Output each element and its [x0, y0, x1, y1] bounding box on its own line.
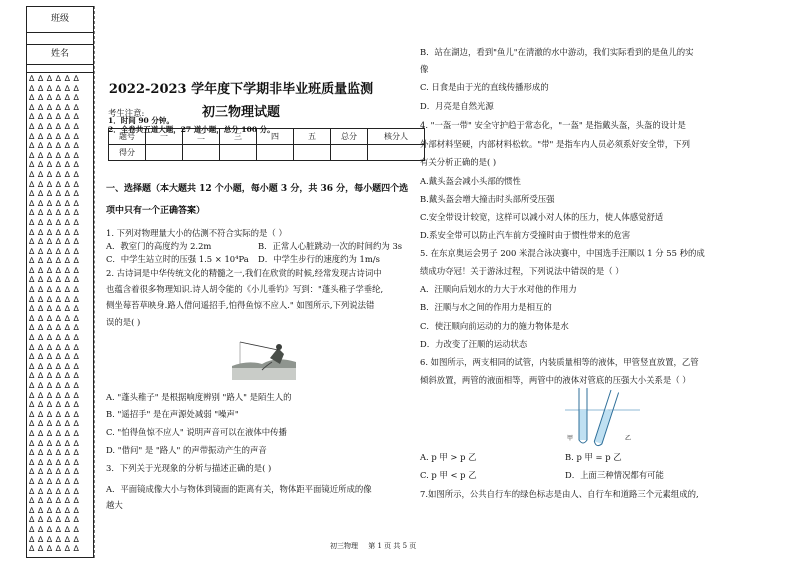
q6-option-d: D．上面三种情况都有可能: [565, 470, 664, 480]
score-cell[interactable]: [146, 145, 183, 161]
section1-title-cont: 项中只有一个正确答案）: [106, 206, 206, 216]
score-row-label: 得分: [109, 145, 146, 161]
notice-item-1: 1．时间 90 分钟。: [108, 116, 174, 125]
q5-option-c: C．使汪顺向前运动的力的施力物体是水: [420, 321, 569, 331]
q6-option-a: A. p 甲 > p 乙: [420, 452, 477, 462]
q4-stem-line3: 有关分析正确的是( ): [420, 157, 497, 167]
q4-option-d: D.系安全带可以防止汽车前方受撞时由于惯性带来的危害: [420, 230, 631, 240]
score-table-score-row: [109, 145, 425, 161]
notice-heading: 考生注意:: [108, 108, 145, 118]
binding-dashed-line: [94, 6, 95, 558]
name-label: 姓名: [27, 44, 93, 65]
score-header-cell: 四: [257, 129, 294, 145]
page-footer: [330, 541, 424, 551]
tube-label-yi: 乙: [625, 435, 632, 442]
q3-option-a-line1: A．平面镜成像大小与物体到镜面的距离有关，物体距平面镜近所成的像: [106, 484, 372, 494]
q2-stem-line2: 也蕴含着很多物理知识.诗人胡令能的《小儿垂钓》写到："蓬头稚子学垂纶,: [106, 284, 384, 294]
score-cell[interactable]: [368, 145, 425, 161]
q1-option-d: D．中学生步行的速度约为 1m/s: [258, 254, 380, 264]
q3-option-a-line2: 越大: [106, 500, 123, 510]
q5-option-a: A．汪顺向后划水的力大于水对他的作用力: [420, 284, 577, 294]
q1-option-b: B．正常人心脏跳动一次的时间约为 3s: [258, 241, 403, 251]
q7-stem: 7.如图所示，公共自行车的绿色标志是由人、自行车和道路三个元素组成的,: [420, 489, 699, 499]
name-field[interactable]: [27, 64, 93, 73]
q5-stem-line2: 绩成功夺冠！关于游泳过程，下列说法中错误的是（ ）: [420, 266, 624, 276]
binding-strip: [26, 6, 94, 558]
score-header-cell: 题号: [109, 129, 146, 145]
score-cell[interactable]: [257, 145, 294, 161]
seal-line-marks: ∆ ∆ ∆ ∆ ∆ ∆ ∆ ∆ ∆ ∆ ∆ ∆ ∆ ∆ ∆ ∆ ∆ ∆ ∆ ∆ ∆ ∆ ∆ ∆ ∆ ∆ ∆ ∆ ∆ ∆ ∆ ∆ ∆ ∆ ∆ ∆ ∆ ∆ ∆ ∆ ∆ ∆ ∆ ∆ ∆ ∆ ∆ ∆ ∆ ∆ ∆ ∆ ∆ ∆ ∆ ∆ ∆ ∆ ∆ ∆ ∆ ∆ ∆ ∆ ∆ ∆ ∆ ∆ ∆ ∆ ∆ ∆ ∆ ∆ ∆ ∆ ∆ ∆ ∆ ∆ ∆ ∆ ∆ ∆ ∆ ∆ ∆ ∆ ∆ ∆ ∆ ∆ ∆ ∆ ∆ ∆ ∆ ∆ ∆ ∆ ∆ ∆ ∆ ∆ ∆ ∆ ∆ ∆ ∆ ∆ ∆ ∆ ∆ ∆ ∆ ∆ ∆ ∆ ∆ ∆ ∆ ∆ ∆ ∆ ∆ ∆ ∆ ∆ ∆ ∆ ∆ ∆ ∆ ∆ ∆ ∆ ∆ ∆ ∆ ∆ ∆ ∆ ∆ ∆ ∆ ∆ ∆ ∆ ∆ ∆ ∆ ∆ ∆ ∆ ∆ ∆ ∆ ∆ ∆ ∆ ∆ ∆ ∆ ∆ ∆ ∆ ∆ ∆ ∆ ∆ ∆ ∆ ∆ ∆ ∆ ∆ ∆ ∆ ∆ ∆ ∆ ∆ ∆ ∆ ∆ ∆ ∆ ∆ ∆ ∆ ∆ ∆ ∆ ∆ ∆ ∆ ∆ ∆ ∆ ∆ ∆ ∆ ∆ ∆ ∆ ∆ ∆ ∆ ∆ ∆ ∆ ∆ ∆ ∆ ∆ ∆ ∆ ∆ ∆ ∆ ∆ ∆ ∆ ∆ ∆ ∆ ∆ ∆ ∆ ∆ ∆ ∆ ∆ ∆ ∆ ∆ ∆ ∆ ∆ ∆ ∆ ∆ ∆ ∆ ∆ ∆ ∆ ∆ ∆ ∆ ∆ ∆ ∆ ∆ ∆ ∆ ∆ ∆ ∆ ∆ ∆ ∆ ∆ ∆ ∆ ∆ ∆ ∆ ∆ ∆ ∆ ∆ ∆ ∆ ∆ ∆ ∆ ∆ ∆ ∆ ∆ ∆ ∆ ∆ ∆ ∆ ∆ ∆ ∆ ∆ ∆ ∆ ∆ ∆ ∆ ∆ ∆ ∆ ∆ ∆: [29, 74, 80, 554]
footer-subject: 初三物理: [330, 542, 358, 550]
q6-option-c: C. p 甲 < p 乙: [420, 470, 477, 480]
q3-option-b-line1: B．站在湖边，看到"鱼儿"在清澈的水中游动，我们实际看到的是鱼儿的实: [420, 47, 694, 57]
q1-stem: 1. 下列对物理量大小的估测不符合实际的是（ ）: [106, 228, 287, 238]
q5-option-d: D．力改变了汪顺的运动状态: [420, 339, 528, 349]
q4-option-c: C.安全带设计较宽，这样可以减小对人体的压力，使人体感觉舒适: [420, 212, 664, 222]
fishing-child-image: [232, 340, 296, 380]
q5-option-b: B．汪顺与水之间的作用力是相互的: [420, 302, 552, 312]
score-header-cell: 三: [220, 129, 257, 145]
q2-option-b: B. "遥招手" 是在声源处减弱 "噪声": [106, 409, 239, 419]
q6-stem-line1: 6. 如图所示，两支相同的试管，内装质量相等的液体，甲管竖直放置，乙管: [420, 357, 699, 367]
q1-option-a: A．教室门的高度约为 2.2m: [106, 241, 212, 251]
q2-stem-line4: 误的是( ): [106, 317, 141, 327]
notice-item-2: 2．全卷共五道大题，27 道小题，总分 100 分。: [108, 125, 275, 134]
score-cell[interactable]: [294, 145, 331, 161]
q6-stem-line2: 倾斜放置，两管的液面相等，两管中的液体对管底的压强大小关系是（ ）: [420, 375, 691, 385]
score-header-cell: 二: [183, 129, 220, 145]
section1-title: 一、选择题（本大题共 12 个小题，每小题 3 分，共 36 分，每小题四个选: [106, 184, 409, 194]
score-header-cell: 核分人: [368, 129, 425, 145]
score-cell[interactable]: [183, 145, 220, 161]
tube-label-jia: 甲: [567, 435, 574, 442]
q2-option-d: D. "借问" 是 "路人" 的声带振动产生的声音: [106, 445, 267, 455]
score-header-cell: 一: [146, 129, 183, 145]
q3-option-c: C. 日食是由于光的直线传播形成的: [420, 82, 549, 92]
q1-option-c: C．中学生站立时的压强 1.5 × 10⁴Pa: [106, 254, 249, 264]
q2-stem-line1: 2. 古诗词是中华传统文化的精髓之一,我们在欣赏的时候,经常发现古诗词中: [106, 268, 382, 278]
score-header-cell: 五: [294, 129, 331, 145]
score-cell[interactable]: [331, 145, 368, 161]
q4-stem-line1: 4. "一盔一带" 安全守护趋于常态化，"一盔" 是指戴头盔，头盔的设计是: [420, 120, 686, 130]
class-label: 班级: [27, 7, 93, 33]
q2-option-c: C. "怕得鱼惊不应人" 说明声音可以在液体中传播: [106, 427, 287, 437]
q5-stem-line1: 5. 在东京奥运会男子 200 米混合泳决赛中，中国选手汪顺以 1 分 55 秒的成: [420, 248, 705, 258]
q2-stem-line3: 侧坐莓苔草映身.路人借问遥招手,怕得鱼惊不应人." 如图所示,下列说法错: [106, 300, 375, 310]
exam-subtitle: 初三物理试题: [201, 105, 280, 120]
footer-page: 第 1 页 共 5 页: [368, 542, 417, 550]
q4-option-b: B.戴头盔会增大撞击时头部所受压强: [420, 194, 555, 204]
q4-stem-line2: 外部材料坚硬，内部材料松软。"带" 是指车内人员必须系好安全带，下列: [420, 139, 690, 149]
exam-title: 2022-2023 学年度下学期非毕业班质量监测: [108, 82, 374, 97]
q2-option-a: A. "蓬头稚子" 是根据响度辨别 "路人" 是陌生人的: [106, 392, 292, 402]
q4-option-a: A.戴头盔会减小头部的惯性: [420, 176, 521, 186]
q3-option-b-line2: 像: [420, 64, 429, 74]
score-cell[interactable]: [220, 145, 257, 161]
score-header-cell: 总分: [331, 129, 368, 145]
q6-option-b: B. p 甲 = p 乙: [565, 452, 622, 462]
q3-option-d: D．月亮是自然光源: [420, 101, 494, 111]
q3-stem: 3．下列关于光现象的分析与描述正确的是( ): [106, 463, 272, 473]
